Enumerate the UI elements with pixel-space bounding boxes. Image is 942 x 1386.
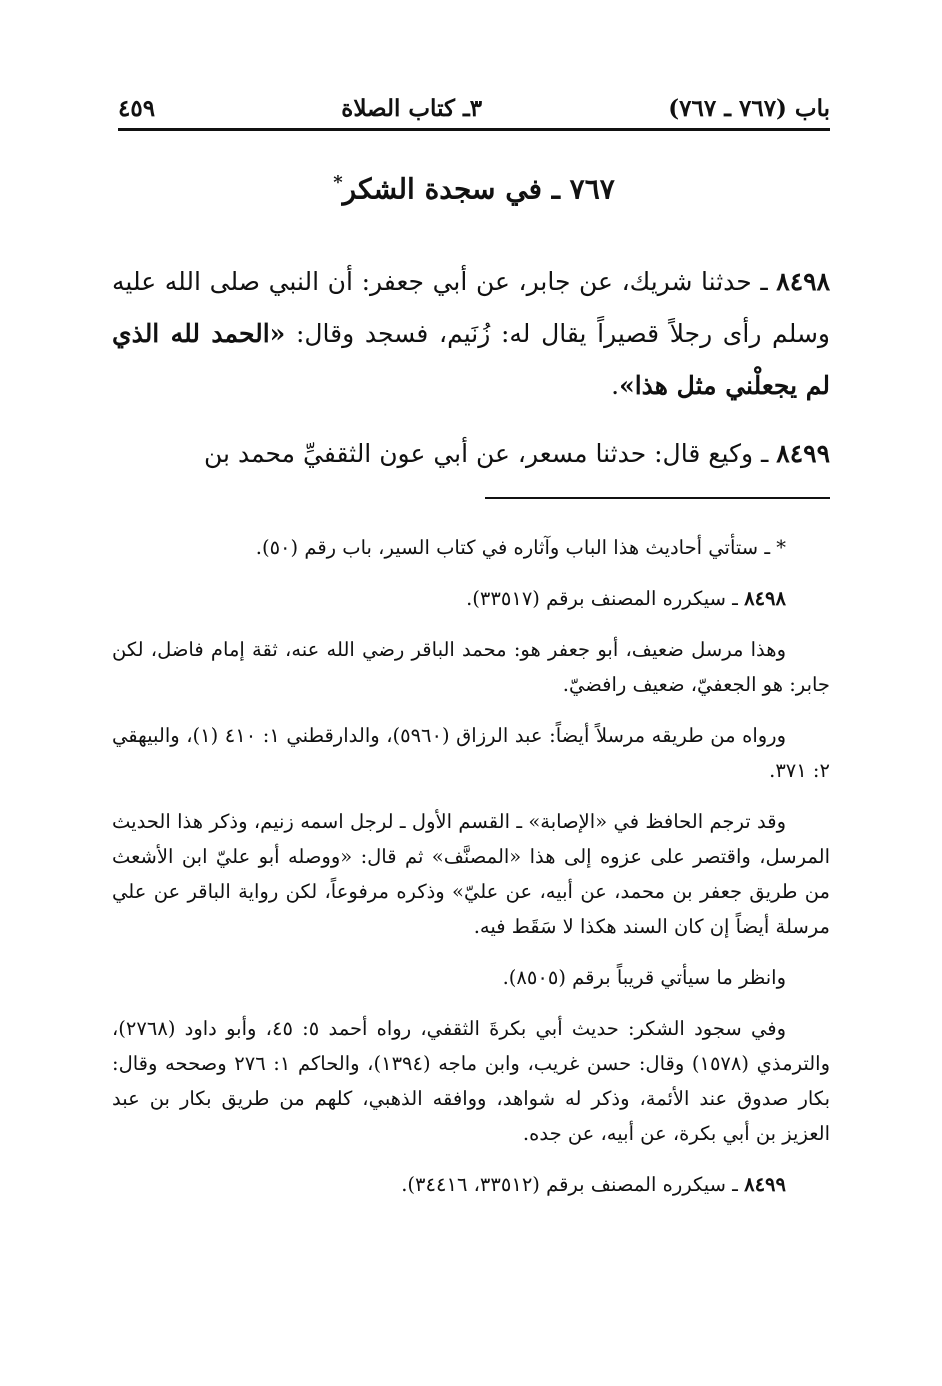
page-number: ٤٥٩ — [118, 94, 156, 122]
hadith-text: ـ وكيع قال: حدثنا مسعر، عن أبي عون الثقفيِّ محمد بن — [204, 439, 777, 468]
footnote-8498-see: وانظر ما سيأتي قريباً برقم (٨٥٠٥). — [502, 966, 786, 989]
footnote-number: ٨٤٩٨ — [744, 587, 786, 610]
footnote-star: * ـ ستأتي أحاديث هذا الباب وآثاره في كتاب السير، باب رقم (٥٠). — [255, 536, 786, 559]
footnote-8498-sources: ورواه من طريقه مرسلاً أيضاً: عبد الرزاق (٥٩٦٠)، والدارقطني ١: ٤١٠ (١)، والبيهقي ٢: ٣٧١. — [112, 724, 830, 782]
hadith-quote: «الحمد لله الذي لم يجعلْني مثل هذا» — [112, 319, 830, 400]
chapter-title-text: ٧٦٧ ـ في سجدة الشكر — [342, 172, 615, 206]
footnote-8498-ref — [112, 581, 830, 616]
chapter-range: باب (٧٦٧ ـ ٧٦٧) — [668, 94, 830, 122]
hadith-8499 — [112, 428, 830, 480]
footnote-separator — [485, 497, 830, 499]
footnotes — [112, 530, 830, 1218]
chapter-title — [118, 172, 830, 205]
footnote-number: ٨٤٩٩ — [744, 1173, 786, 1196]
hadith-8498 — [112, 256, 830, 412]
hadith-text: ـ حدثنا شريك، عن جابر، عن أبي جعفر: أن النبي صلى الله عليه وسلم رأى رجلاً قصيراً يقال له: زُنَيم، فسجد وقال: — [112, 267, 830, 348]
hadith-end: . — [611, 371, 620, 400]
hadith-number: ٨٤٩٨ — [776, 267, 830, 296]
footnote-8498-isaba: وقد ترجم الحافظ في «الإصابة» ـ القسم الأول ـ لرجل اسمه زنيم، وذكر هذا الحديث المرسل، واقتصر على عزوه إلى هذا «المصنَّف» ثم قال: «ووصله أبو عليّ ابن الأشعث من طريق جعفر بن محمد، عن أبيه، عن عليّ» وذكره مرفوعاً، لكن رواية الباقر عن علي مرسلة أيضاً إن كان السند هكذا لا سَقَط فيه. — [112, 810, 830, 938]
footnote-text: ـ سيكرره المصنف برقم (٣٣٥١٧). — [466, 587, 745, 610]
footnote-8499-ref — [112, 1167, 830, 1202]
footnote-text: ـ سيكرره المصنف برقم (٣٣٥١٢، ٣٤٤١٦). — [401, 1173, 745, 1196]
book-title: ٣ـ كتاب الصلاة — [341, 94, 483, 122]
footnote-mark: * — [333, 172, 343, 193]
running-header — [118, 88, 830, 131]
footnote-8498-grade: وهذا مرسل ضعيف، أبو جعفر هو: محمد الباقر رضي الله عنه، ثقة إمام فاضل، لكن جابر: هو الجعفيّ، ضعيف رافضيّ. — [112, 638, 830, 696]
hadith-number: ٨٤٩٩ — [776, 439, 830, 468]
footnote-8498-abi-bakra: وفي سجود الشكر: حديث أبي بكرةَ الثقفي، رواه أحمد ٥: ٤٥، وأبو داود (٢٧٦٨)، والترمذي (١٥٧٨) وقال: حسن غريب، وابن ماجه (١٣٩٤)، والحاكم ١: ٢٧٦ وصححه وقال: بكار صدوق عند الأئمة، وذكر له شواهد، ووافقه الذهبي، كلهم من طريق بكار بن عبد العزيز بن أبي بكرة، عن أبيه، عن جده. — [112, 1017, 830, 1145]
